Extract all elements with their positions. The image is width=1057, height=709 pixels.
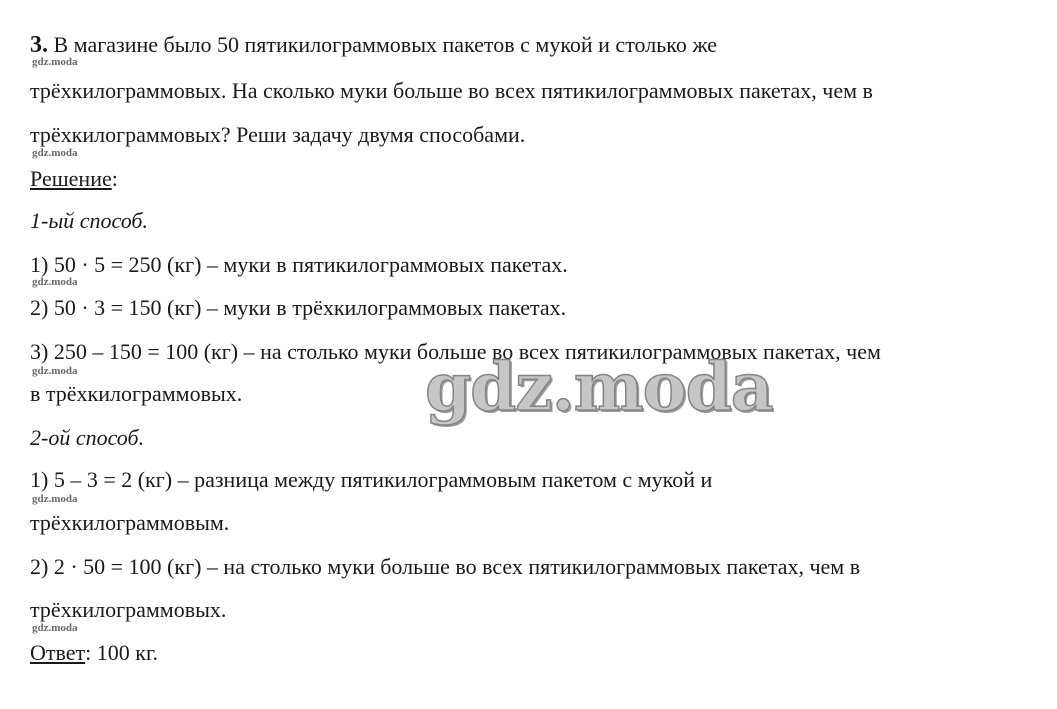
task-line-3: трёхкилограммовых? Реши задачу двумя способами.: [30, 122, 526, 147]
solution-colon: :: [111, 166, 118, 191]
watermark-small: gdz.moda: [32, 56, 78, 68]
task-text-1: В магазине было 50 пятикилограммовых пакетов с мукой и столько же: [53, 32, 717, 57]
method1-step3-line1: 3) 250 – 150 = 100 (кг) – на столько муки больше во всех пятикилограммовых пакетах, чем: [30, 339, 881, 364]
task-line-2: трёхкилограммовых. На сколько муки больше во всех пятикилограммовых пакетах, чем в: [30, 78, 873, 103]
task-line-1: [30, 32, 717, 58]
method2-step1-line2: трёхкилограммовым.: [30, 510, 230, 535]
watermark-small: gdz.moda: [32, 147, 78, 159]
method1-step2: 2) 50 · 3 = 150 (кг) – муки в трёхкилограммовых пакетах.: [30, 295, 567, 320]
watermark-small: gdz.moda: [32, 365, 78, 377]
watermark-small: gdz.moda: [32, 622, 78, 634]
watermark-small: gdz.moda: [32, 276, 78, 288]
solution-heading: [30, 166, 118, 192]
answer-label: Ответ: [30, 640, 86, 665]
method1-title: 1-ый способ.: [30, 208, 148, 233]
answer-value: : 100 кг.: [85, 640, 158, 665]
watermark-small: gdz.moda: [32, 493, 78, 505]
watermark-large: gdz.moda: [425, 348, 773, 426]
task-number: 3.: [30, 32, 48, 58]
method2-step2-line2: трёхкилограммовых.: [30, 597, 227, 622]
solution-label: Решение: [30, 166, 112, 191]
method1-step3-line2: в трёхкилограммовых.: [30, 381, 243, 406]
method1-step1: 1) 50 · 5 = 250 (кг) – муки в пятикилограммовых пакетах.: [30, 252, 568, 277]
method2-title: 2-ой способ.: [30, 425, 145, 450]
method2-step1-line1: 1) 5 – 3 = 2 (кг) – разница между пятикилограммовым пакетом с мукой и: [30, 467, 713, 492]
answer: [30, 640, 158, 666]
method2-step2-line1: 2) 2 · 50 = 100 (кг) – на столько муки больше во всех пятикилограммовых пакетах, чем в: [30, 554, 861, 579]
